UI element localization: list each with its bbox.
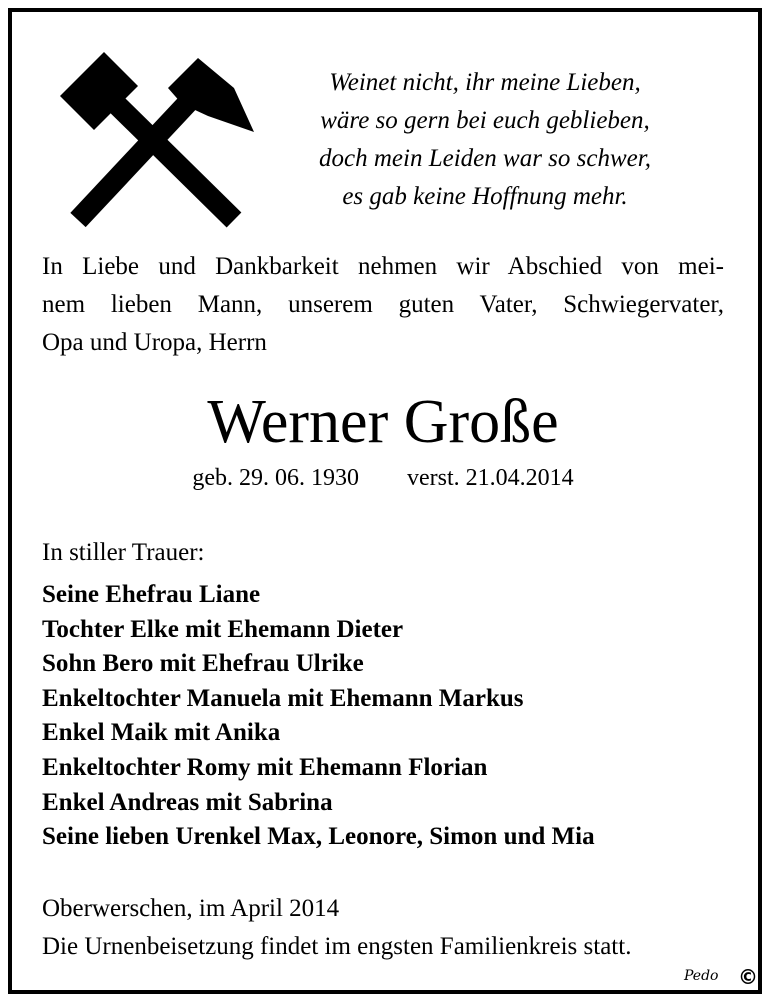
intro-text <box>42 248 724 362</box>
mourner: Tochter Elke mit Ehemann Dieter <box>42 615 404 643</box>
poem-line: doch mein Leiden war so schwer, <box>319 145 651 172</box>
designer-signature: Pedo <box>684 968 719 984</box>
mourner: Sohn Bero mit Ehefrau Ulrike <box>42 650 364 678</box>
mourning-label: In stiller Trauer: <box>42 539 205 566</box>
poem <box>270 64 700 216</box>
hammer-and-pick-icon <box>56 44 261 229</box>
death-date: verst. 21.04.2014 <box>407 465 574 491</box>
deceased-name: Werner Große <box>207 388 559 456</box>
mourner: Seine lieben Urenkel Max, Leonore, Simon und Mia <box>42 823 595 851</box>
poem-line: wäre so gern bei euch geblieben, <box>320 107 650 134</box>
birth-date: geb. 29. 06. 1930 <box>192 465 359 491</box>
burial-notice: Die Urnenbeisetzung findet im engsten Familienkreis statt. <box>42 933 632 960</box>
intro-line: In Liebe und Dankbarkeit nehmen wir Abschied von mei- <box>42 253 724 280</box>
mourner: Enkel Andreas mit Sabrina <box>42 788 333 816</box>
mourner: Enkel Maik mit Anika <box>42 719 281 747</box>
life-dates <box>0 462 766 494</box>
poem-line: es gab keine Hoffnung mehr. <box>342 183 628 210</box>
intro-line: Opa und Uropa, Herrn <box>42 329 267 356</box>
intro-line: nem lieben Mann, unserem guten Vater, Schwiegervater, <box>42 291 724 318</box>
mourners-list <box>42 578 595 855</box>
mourner: Enkeltochter Manuela mit Ehemann Markus <box>42 684 524 712</box>
copyright-icon: © <box>738 965 758 989</box>
place-date: Oberwerschen, im April 2014 <box>42 895 340 922</box>
mourner: Enkeltochter Romy mit Ehemann Florian <box>42 753 488 781</box>
poem-line: Weinet nicht, ihr meine Lieben, <box>329 69 641 96</box>
mourner: Seine Ehefrau Liane <box>42 581 261 608</box>
